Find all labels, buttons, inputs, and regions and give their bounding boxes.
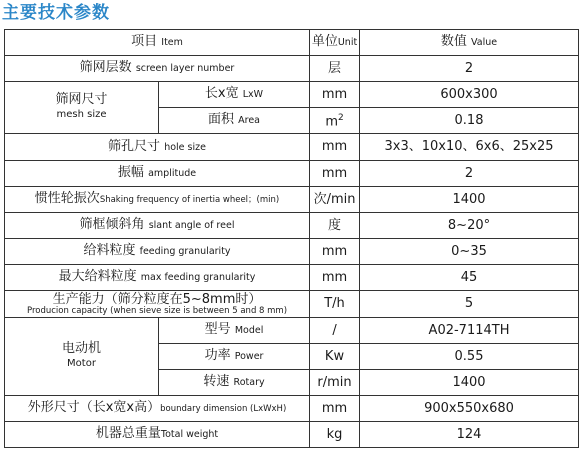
unit-cell: Kw <box>310 344 360 370</box>
value-cell: 45 <box>360 265 579 291</box>
value-cell: 1400 <box>360 370 579 396</box>
unit-cell: mm <box>310 265 360 291</box>
header-unit: 单位Unit <box>310 30 360 56</box>
sub-item-cell: 功率 Power <box>159 344 310 370</box>
value-cell: 0.55 <box>360 344 579 370</box>
item-group-cell: 电动机 Motor <box>5 318 159 396</box>
table-row <box>5 265 579 291</box>
unit-cell: 次/min <box>310 187 360 213</box>
value-cell: 3x3、10x10、6x6、25x25 <box>360 134 579 161</box>
item-cell: 外形尺寸（长x宽x高）boundary dimension (LxWxH) <box>5 396 310 422</box>
unit-cell: mm <box>310 396 360 422</box>
item-cell: 筛框倾斜角 slant angle of reel <box>5 213 310 239</box>
unit-cell: / <box>310 318 360 344</box>
table-row <box>5 239 579 265</box>
header-value: 数值 Value <box>360 30 579 56</box>
table-row <box>5 82 579 108</box>
unit-cell: mm <box>310 161 360 187</box>
value-cell: 900x550x680 <box>360 396 579 422</box>
table-row <box>5 396 579 422</box>
unit-cell: mm <box>310 82 360 108</box>
value-cell: 2 <box>360 56 579 82</box>
item-cell: 给料粒度 feeding granularity <box>5 239 310 265</box>
item-cell: 惯性轮振次Shaking frequency of inertia wheel；(min) <box>5 187 310 213</box>
table-row <box>5 422 579 448</box>
value-cell: 8~20° <box>360 213 579 239</box>
table-row <box>5 134 579 161</box>
table-header-row <box>5 30 579 56</box>
page-title: 主要技术参数 <box>2 3 110 23</box>
unit-cell: mm <box>310 134 360 161</box>
table-row <box>5 161 579 187</box>
sub-item-cell: 长x宽 LxW <box>159 82 310 108</box>
table-row <box>5 213 579 239</box>
unit-cell: T/h <box>310 291 360 318</box>
unit-cell: 层 <box>310 56 360 82</box>
item-cell: 筛孔尺寸 hole size <box>5 134 310 161</box>
table-row <box>5 318 579 344</box>
table-row <box>5 187 579 213</box>
item-cell: 生产能力（筛分粒度在5~8mm时） Producion capacity (when sieve size is between 5 and 8 mm) <box>5 291 310 318</box>
item-cell: 最大给料粒度 max feeding granularity <box>5 265 310 291</box>
value-cell: 2 <box>360 161 579 187</box>
table-row <box>5 56 579 82</box>
sub-item-cell: 转速 Rotary <box>159 370 310 396</box>
table-row <box>5 291 579 318</box>
item-group-cell: 筛网尺寸 mesh size <box>5 82 159 134</box>
item-cell: 筛网层数 screen layer number <box>5 56 310 82</box>
unit-cell: $m^2$ <box>310 108 360 134</box>
item-cell: 机器总重量Total weight <box>5 422 310 448</box>
header-item: 项目 Item <box>5 30 310 56</box>
value-cell: A02-7114TH <box>360 318 579 344</box>
value-cell: 600x300 <box>360 82 579 108</box>
spec-table <box>4 29 579 448</box>
unit-cell: r/min <box>310 370 360 396</box>
sub-item-cell: 面积 Area <box>159 108 310 134</box>
item-cell: 振幅 amplitude <box>5 161 310 187</box>
unit-cell: 度 <box>310 213 360 239</box>
unit-cell: kg <box>310 422 360 448</box>
value-cell: 5 <box>360 291 579 318</box>
value-cell: 1400 <box>360 187 579 213</box>
sub-item-cell: 型号 Model <box>159 318 310 344</box>
value-cell: 0~35 <box>360 239 579 265</box>
value-cell: 0.18 <box>360 108 579 134</box>
unit-cell: mm <box>310 239 360 265</box>
value-cell: 124 <box>360 422 579 448</box>
